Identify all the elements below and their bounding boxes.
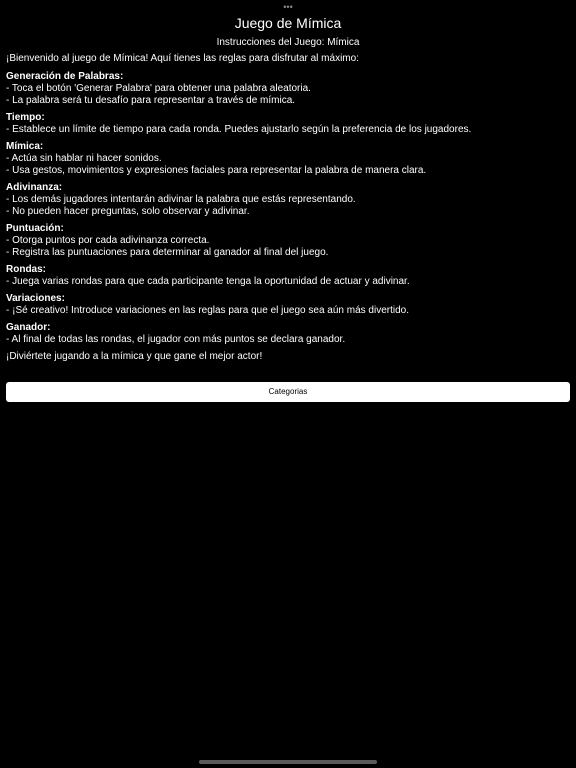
section-line: - La palabra será tu desafío para representar a través de mímica.: [6, 95, 296, 106]
section-winner: [6, 322, 570, 346]
section-heading: Ganador:: [6, 322, 51, 333]
section-line: - Otorga puntos por cada adivinanza correcta.: [6, 235, 210, 246]
instructions-content: [6, 53, 570, 363]
section-line: - Registra las puntuaciones para determinar al ganador al final del juego.: [6, 247, 329, 258]
section-time: [6, 112, 570, 136]
section-heading: Rondas:: [6, 264, 46, 275]
page-subtitle: Instrucciones del Juego: Mímica: [216, 37, 360, 48]
section-line: - Toca el botón 'Generar Palabra' para obtener una palabra aleatoria.: [6, 83, 311, 94]
multitasking-dots-icon[interactable]: •••: [283, 2, 293, 12]
section-line: - Los demás jugadores intentarán adivinar la palabra que estás representando.: [6, 194, 356, 205]
section-line: - Usa gestos, movimientos y expresiones faciales para representar la palabra de manera clara.: [6, 165, 427, 176]
categories-button[interactable]: Categorias: [6, 382, 570, 402]
section-line: - No pueden hacer preguntas, solo observar y adivinar.: [6, 206, 250, 217]
section-line: - ¡Sé creativo! Introduce variaciones en las reglas para que el juego sea aún más divertido.: [6, 305, 410, 316]
section-guessing: [6, 182, 570, 218]
page-title: Juego de Mímica: [234, 15, 342, 31]
section-heading: Adivinanza:: [6, 182, 63, 193]
section-rounds: [6, 264, 570, 288]
section-line: - Actúa sin hablar ni hacer sonidos.: [6, 153, 162, 164]
section-heading: Tiempo:: [6, 112, 45, 123]
section-line: - Establece un límite de tiempo para cada ronda. Puedes ajustarlo según la preferencia de los jugadores.: [6, 124, 472, 135]
section-mime: [6, 141, 570, 177]
section-heading: Mímica:: [6, 141, 44, 152]
section-word-generation: [6, 71, 570, 107]
section-heading: Variaciones:: [6, 293, 65, 304]
section-line: - Al final de todas las rondas, el jugador con más puntos se declara ganador.: [6, 334, 346, 345]
section-heading: Generación de Palabras:: [6, 71, 124, 82]
section-scoring: [6, 223, 570, 259]
intro-text: ¡Bienvenido al juego de Mímica! Aquí tienes las reglas para disfrutar al máximo:: [6, 53, 359, 64]
section-heading: Puntuación:: [6, 223, 64, 234]
closing-text: ¡Diviértete jugando a la mímica y que gane el mejor actor!: [6, 351, 263, 362]
section-line: - Juega varias rondas para que cada participante tenga la oportunidad de actuar y adivinar.: [6, 276, 410, 287]
section-variations: [6, 293, 570, 317]
home-indicator[interactable]: [199, 760, 377, 764]
